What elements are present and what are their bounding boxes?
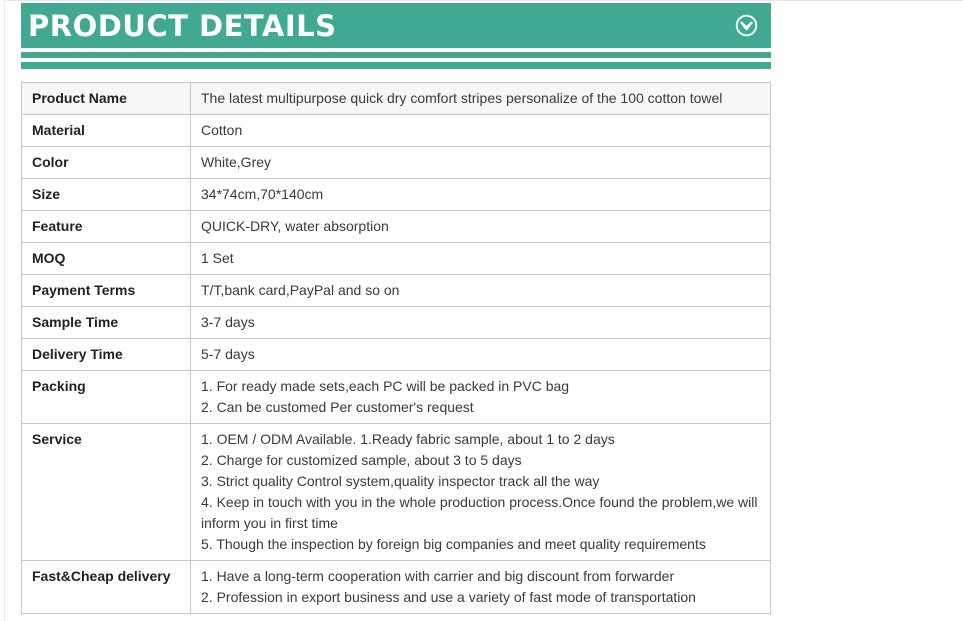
row-value <box>191 115 771 147</box>
table-row <box>22 211 771 243</box>
row-value <box>191 211 771 243</box>
row-value <box>191 83 771 115</box>
value-line: QUICK-DRY, water absorption <box>201 218 389 234</box>
table-row <box>22 147 771 179</box>
header-stripe <box>21 62 771 69</box>
table-row <box>22 561 771 614</box>
value-line: White,Grey <box>201 154 272 170</box>
row-label: MOQ <box>22 243 191 275</box>
frame-border-top <box>4 0 963 1</box>
value-line: 34*74cm,70*140cm <box>201 186 324 202</box>
table-row <box>22 371 771 424</box>
table-row <box>22 83 771 115</box>
row-label: Service <box>22 424 191 561</box>
value-line: 5-7 days <box>201 346 255 362</box>
chevron-down-circle-icon[interactable] <box>735 14 758 37</box>
table-row <box>22 339 771 371</box>
section-title: PRODUCT DETAILS <box>28 9 337 43</box>
frame-border-left <box>4 0 5 621</box>
row-value <box>191 561 771 614</box>
row-label: Feature <box>22 211 191 243</box>
row-value <box>191 307 771 339</box>
row-value <box>191 243 771 275</box>
row-label: Material <box>22 115 191 147</box>
table-row <box>22 243 771 275</box>
value-line: 1. Have a long-term cooperation with carrier and big discount from forwarder <box>201 568 675 584</box>
value-line: 3-7 days <box>201 314 255 330</box>
row-label: Fast&Cheap delivery <box>22 561 191 614</box>
value-line: 1. OEM / ODM Available. 1.Ready fabric sample, about 1 to 2 days <box>201 431 615 447</box>
value-line: 3. Strict quality Control system,quality inspector track all the way <box>201 473 600 489</box>
header-stripe <box>21 52 771 58</box>
table-row <box>22 307 771 339</box>
row-value <box>191 147 771 179</box>
row-label: Product Name <box>22 83 191 115</box>
row-label: Sample Time <box>22 307 191 339</box>
row-label: Delivery Time <box>22 339 191 371</box>
value-line: 5. Though the inspection by foreign big companies and meet quality requirements <box>201 536 706 552</box>
product-details-table <box>21 82 771 614</box>
row-value <box>191 339 771 371</box>
row-label: Packing <box>22 371 191 424</box>
table-row <box>22 179 771 211</box>
value-line: Cotton <box>201 122 243 138</box>
value-line: The latest multipurpose quick dry comfort stripes personalize of the 100 cotton towel <box>201 90 723 106</box>
table-row <box>22 424 771 561</box>
table-row <box>22 275 771 307</box>
value-line: 4. Keep in touch with you in the whole production process.Once found the problem,we will inform you in first time <box>201 494 758 531</box>
product-details-header <box>21 3 771 48</box>
value-line: 1. For ready made sets,each PC will be packed in PVC bag <box>201 378 570 394</box>
row-label: Color <box>22 147 191 179</box>
value-line: T/T,bank card,PayPal and so on <box>201 282 400 298</box>
row-value <box>191 179 771 211</box>
row-label: Size <box>22 179 191 211</box>
row-value <box>191 424 771 561</box>
value-line: 2. Profession in export business and use a variety of fast mode of transportation <box>201 589 696 605</box>
row-value <box>191 275 771 307</box>
value-line: 2. Charge for customized sample, about 3 to 5 days <box>201 452 522 468</box>
row-label: Payment Terms <box>22 275 191 307</box>
value-line: 1 Set <box>201 250 234 266</box>
value-line: 2. Can be customed Per customer's request <box>201 399 474 415</box>
row-value <box>191 371 771 424</box>
table-row <box>22 115 771 147</box>
